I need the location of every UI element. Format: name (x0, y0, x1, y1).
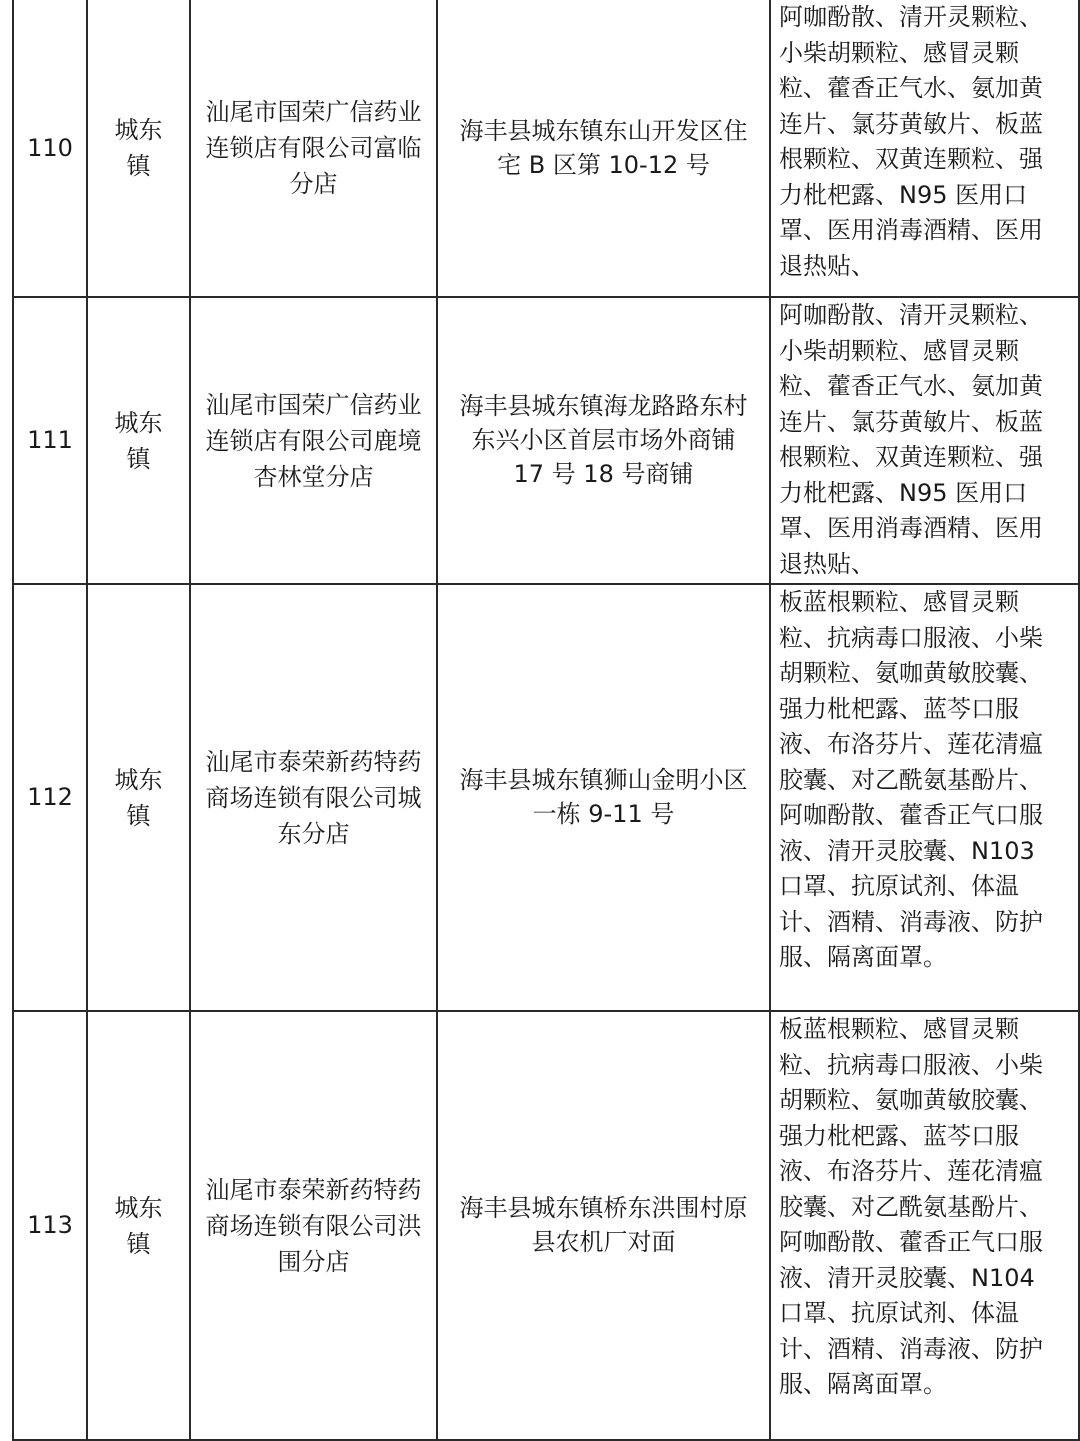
row-number: 112 (13, 584, 87, 1011)
pharmacy-address: 海丰县城东镇狮山金明小区一栋 9-11 号 (459, 766, 748, 828)
address-cell (437, 1011, 770, 1440)
table-row (13, 584, 1079, 1011)
town-cell (87, 1011, 190, 1440)
supplies-cell (770, 0, 1079, 297)
supplies-cell (770, 584, 1079, 1011)
pharmacy-table (12, 0, 1080, 1441)
address-cell (437, 584, 770, 1011)
supplies-list: 板蓝根颗粒、感冒灵颗粒、抗病毒口服液、小柴胡颗粒、氨咖黄敏胶囊、强力枇杷露、蓝芩口服液、布洛芬片、莲花清瘟胶囊、对乙酰氨基酚片、阿咖酚散、藿香正气口服液、清开灵胶囊、N104 口罩、抗原试剂、体温计、酒精、消毒液、防护服、隔离面罩。 (779, 1015, 1043, 1398)
town-cell (87, 297, 190, 584)
row-number: 110 (13, 0, 87, 297)
address-cell (437, 0, 770, 297)
table-row (13, 0, 1079, 297)
pharmacy-address: 海丰县城东镇东山开发区住宅 B 区第 10-12 号 (459, 116, 748, 179)
supplies-list: 阿咖酚散、清开灵颗粒、小柴胡颗粒、感冒灵颗粒、藿香正气水、氨加黄连片、氯芬黄敏片、板蓝根颗粒、双黄连颗粒、强力枇杷露、N95 医用口罩、医用消毒酒精、医用退热贴、 (779, 3, 1043, 280)
pharmacy-name: 汕尾市国荣广信药业连锁店有限公司富临分店 (205, 98, 422, 198)
pharmacy-name-cell (190, 1011, 437, 1440)
pharmacy-name-cell (190, 0, 437, 297)
pharmacy-name-cell (190, 584, 437, 1011)
town-name: 城东镇 (114, 116, 163, 180)
town-cell (87, 584, 190, 1011)
pharmacy-address: 海丰县城东镇海龙路路东村东兴小区首层市场外商铺 17 号 18 号商铺 (459, 392, 748, 488)
table-row (13, 297, 1079, 584)
supplies-list: 阿咖酚散、清开灵颗粒、小柴胡颗粒、感冒灵颗粒、藿香正气水、氨加黄连片、氯芬黄敏片、板蓝根颗粒、双黄连颗粒、强力枇杷露、N95 医用口罩、医用消毒酒精、医用退热贴、 (779, 301, 1043, 578)
pharmacy-name: 汕尾市泰荣新药特药商场连锁有限公司洪围分店 (205, 1175, 422, 1276)
pharmacy-name: 汕尾市泰荣新药特药商场连锁有限公司城东分店 (205, 747, 422, 848)
row-number: 111 (13, 297, 87, 584)
town-cell (87, 0, 190, 297)
pharmacy-name: 汕尾市国荣广信药业连锁店有限公司鹿境杏林堂分店 (205, 390, 422, 491)
supplies-cell (770, 1011, 1079, 1440)
supplies-cell (770, 297, 1079, 584)
town-name: 城东镇 (114, 765, 163, 830)
table-row (13, 1011, 1079, 1440)
pharmacy-address: 海丰县城东镇桥东洪围村原县农机厂对面 (459, 1194, 748, 1256)
row-number: 113 (13, 1011, 87, 1440)
supplies-list: 板蓝根颗粒、感冒灵颗粒、抗病毒口服液、小柴胡颗粒、氨咖黄敏胶囊、强力枇杷露、蓝芩口服液、布洛芬片、莲花清瘟胶囊、对乙酰氨基酚片、阿咖酚散、藿香正气口服液、清开灵胶囊、N103 口罩、抗原试剂、体温计、酒精、消毒液、防护服、隔离面罩。 (779, 588, 1043, 971)
address-cell (437, 297, 770, 584)
town-name: 城东镇 (114, 1193, 163, 1258)
town-name: 城东镇 (114, 408, 163, 473)
pharmacy-name-cell (190, 297, 437, 584)
